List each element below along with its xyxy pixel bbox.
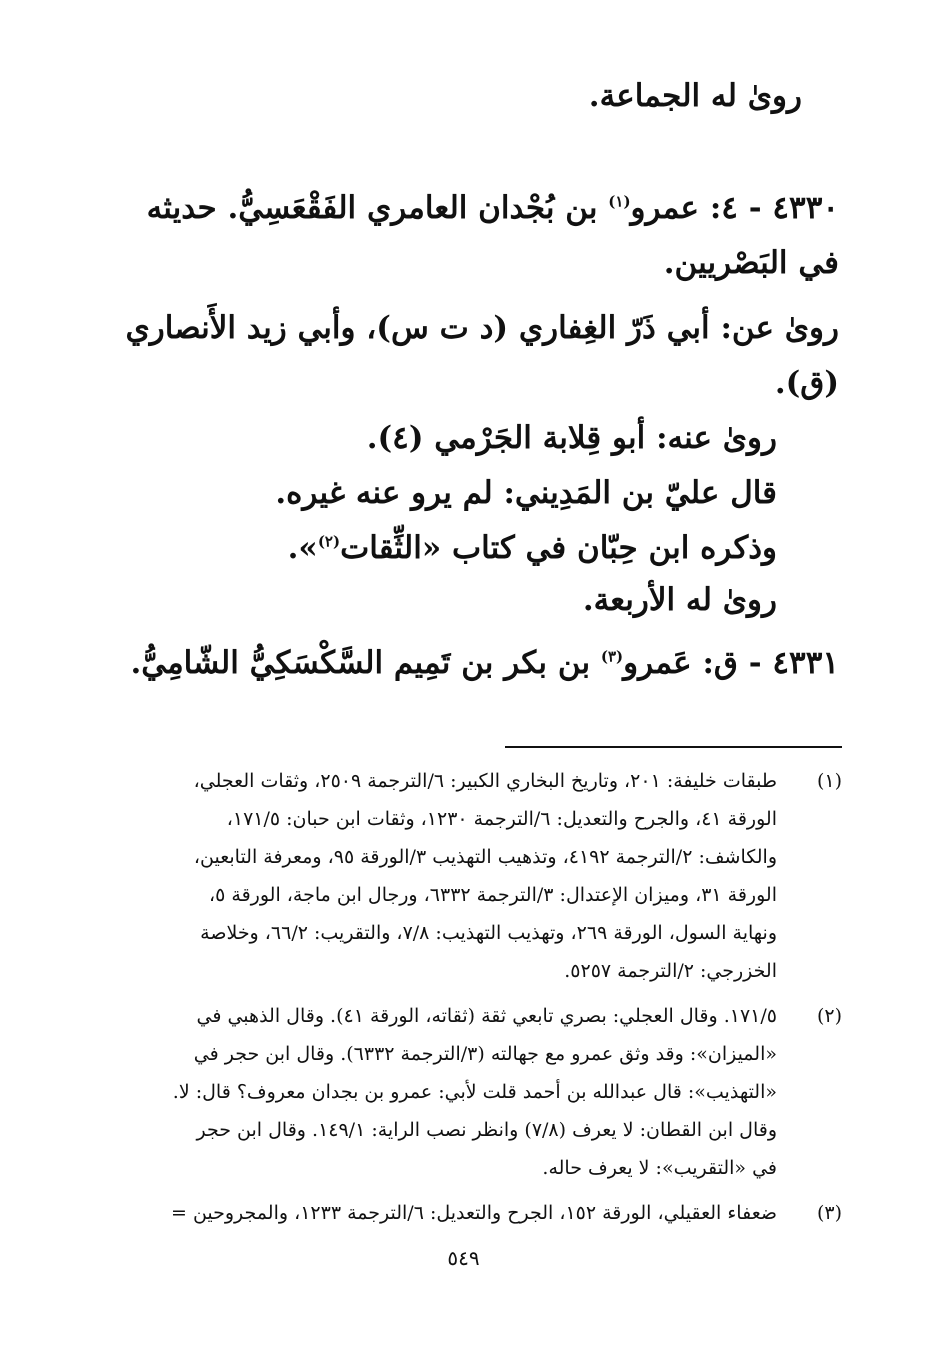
footnote-1-line: طبقات خليفة: ٢٠١، وتاريخ البخاري الكبير: ٦/الترجمة ٢٥٠٩، وثقات العجلي،	[193, 770, 777, 792]
ibn-madini-line: قال عليّ بن المَدِيني: لم يرو عنه غيره.	[275, 475, 777, 511]
narrated-from-line-1: روىٰ عن: أبي ذَرّ الغِفاري (د ت س)، وأبي زيد الأَنصاري	[125, 310, 839, 346]
entry-4330-name: بن بُجْدان العامري الفَقْعَسِيُّ. حديثه	[146, 190, 609, 226]
page-number: ٥٤٩	[447, 1246, 480, 1270]
footnote-2-line: «الميزان»: وقد وثق عمرو مع جهالته (٣/الترجمة ٦٣٣٢). وقال ابن حجر في	[193, 1043, 777, 1065]
entry-4330-continuation: في البَصْريين.	[663, 245, 839, 281]
entry-4331-name: بن بكر بن تَمِيم السَّكْسَكِيُّ الشّامِيُّ.	[130, 645, 601, 681]
footnote-2-line: في «التقريب»: لا يعرف حاله.	[542, 1157, 777, 1179]
ibn-hibban-close: ».	[287, 530, 318, 566]
footnote-1-line: الورقة ٤١، والجرح والتعديل: ٦/الترجمة ١٢٣٠، وثقات ابن حبان: ١٧١/٥،	[226, 808, 777, 830]
footnote-1-line: والكاشف: ٢/الترجمة ٤١٩٢، وتذهيب التهذيب ٣/الورقة ٩٥، ومعرفة التابعين،	[193, 846, 777, 868]
footnote-1-line: الورقة ٣١، وميزان الإعتدال: ٣/الترجمة ٦٣٣٢، ورجال ابن ماجة، الورقة ٥،	[209, 884, 777, 906]
footnote-1-number: (١)	[816, 770, 842, 792]
main-line-narrated-by-all: روىٰ له الجماعة.	[588, 78, 802, 114]
footnote-3-number: (٣)	[816, 1202, 842, 1224]
footnote-3-line: ضعفاء العقيلي، الورقة ١٥٢، الجرح والتعديل: ٦/الترجمة ١٢٣٣، والمجروحين =	[170, 1202, 777, 1224]
footnote-2-line: «التهذيب»: قال عبدالله بن أحمد قلت لأبي: عمرو بن بجدان معروف؟ قال: لا.	[172, 1081, 777, 1103]
narrated-from-line-2: (ق).	[774, 365, 839, 401]
narrated-by-four-line: روىٰ له الأربعة.	[582, 582, 777, 618]
narrated-by-line: روىٰ عنه: أبو قِلابة الجَرْمي (٤).	[366, 420, 777, 456]
footnote-ref-1[interactable]: (١)	[608, 192, 631, 211]
entry-4331-heading	[130, 645, 839, 681]
footnote-2-line: وقال ابن القطان: لا يعرف (٧/٨) وانظر نصب الراية: ١٤٩/١. وقال ابن حجر	[196, 1119, 777, 1141]
footnote-1-line: الخزرجي: ٢/الترجمة ٥٢٥٧.	[564, 960, 777, 982]
footnote-separator	[505, 746, 842, 748]
ibn-hibban-text: وذكره ابن حِبّان في كتاب «الثِّقات	[340, 530, 777, 566]
footnote-ref-3[interactable]: (٣)	[600, 647, 624, 666]
ibn-hibban-line	[288, 530, 777, 566]
footnote-2-line: ١٧١/٥. وقال العجلي: بصري تابعي ثقة (ثقاته، الورقة ٤١). وقال الذهبي في	[196, 1005, 777, 1027]
entry-4331-number: ٤٣٣١ - ق: عَمرو	[623, 645, 839, 681]
footnote-2-number: (٢)	[816, 1005, 842, 1027]
footnote-1-line: ونهاية السول، الورقة ٢٦٩، وتهذيب التهذيب: ٧/٨، والتقريب: ٦٦/٢، وخلاصة	[200, 922, 777, 944]
entry-4330-heading	[147, 190, 839, 226]
footnote-ref-2[interactable]: (٢)	[317, 532, 341, 551]
entry-4330-number: ٤٣٣٠ - ٤: عمرو	[630, 190, 839, 226]
